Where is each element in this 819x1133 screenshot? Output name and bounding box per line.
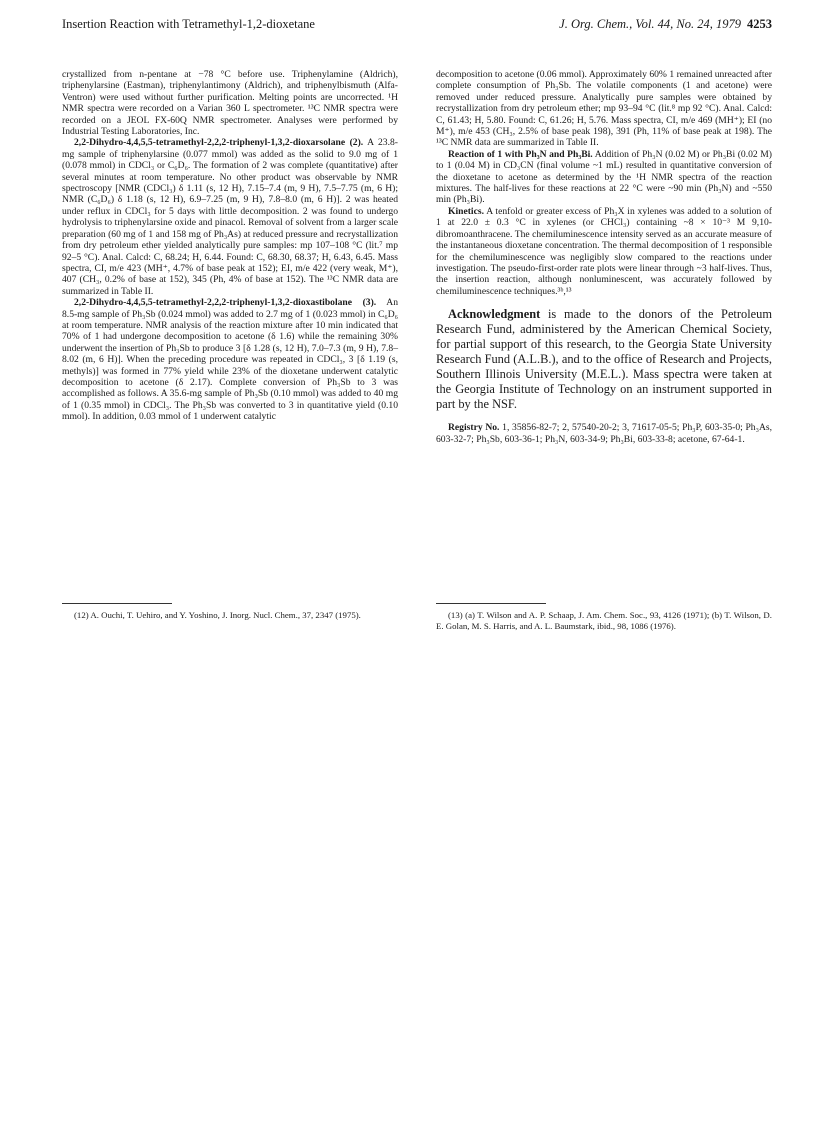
paragraph-body: A tenfold or greater excess of Ph₃X in xylenes was added to a solution of 1 at 22.0 ± 0.3 °C in xylenes (or CHCl₃) containing ~8 × 10⁻³ M 9,10-dibromoanthracene. The chemiluminescence intensity served as an accurate measure of the instantaneous dioxetane concentration. The thermal decomposition of 1 responsible for the chemiluminescence was negligibly slow compared to the reactions under investigation. The pseudo-first-order rate plots were linear through ~3 half-lives. Thus, the insertion reaction, although nonluminescent, was accurately followed by chemiluminescence techniques.³ᵇ,¹³ [436,205,772,297]
footnote-divider [436,603,546,604]
footnote-text: (13) (a) T. Wilson and A. P. Schaap, J. Am. Chem. Soc., 93, 4126 (1971); (b) T. Wilson, D. E. Golan, M. S. Harris, and A. L. Baumstark, ibid., 98, 1086 (1976). [436,610,772,631]
paragraph [62,297,398,422]
registry-heading: Registry No. [448,422,500,434]
paragraph [436,206,772,297]
two-column-body [62,69,772,445]
compound-heading: 2,2-Dihydro-4,4,5,5-tetramethyl-2,2,2-triphenyl-1,3,2-dioxastibolane (3). [74,297,377,309]
right-column [436,69,772,445]
acknowledgment [436,307,772,412]
page-number: 4253 [747,17,772,31]
paragraph-body: An 8.5-mg sample of Ph₃Sb (0.024 mmol) was added to 2.7 mg of 1 (0.023 mmol) in C₆D₆ at room temperature. NMR analysis of the reaction mixture after 10 min indicated that 70% of 1 had undergone decomposition to acetone (δ 1.6) while the remaining 30% underwent the insertion of Ph₃Sb to produce 3 [δ 1.28 (s, 12 H), 7.0–7.3 (m, 9 H), 7.8–8.02 (m, 6 H)]. When the preceding procedure was repeated in CDCl₃, 3 [δ 1.19 (s, methyls)] was formed in 77% yield while 23% of the dioxetane underwent catalytic decomposition to acetone (δ 2.17). Complete conversion of Ph₃Sb to 3 was accomplished as follows. A 35.6-mg sample of Ph₃Sb (0.10 mmol) was added to 40 mg of 1 (0.35 mmol) in CDCl₃. The Ph₃Sb was converted to 3 in quantitative yield (0.10 mmol). In addition, 0.03 mmol of 1 underwent catalytic [62,297,398,423]
paragraph [436,149,772,206]
paragraph-body: A 23.8-mg sample of triphenylarsine (0.077 mmol) was added as the solid to 9.0 mg of 1 (0.078 mmol) in CDCl₃ or C₆D₆. The formation of 2 was complete (quantitative) after several minutes at room temperature. No other product was observable by NMR spectroscopy [NMR (CDCl₃) δ 1.11 (s, 12 H), 7.15–7.4 (m, 9 H), 7.5–7.75 (m, 6 H); NMR (C₆D₆) δ 1.18 (s, 12 H), 6.9–7.25 (m, 9 H), 7.8–8.0 (m, 6 H)]. 2 was heated under reflux in CDCl₃ for 5 days with little decomposition. 2 was found to undergo hydrolysis to triphenylarsine oxide and pinacol. Removal of solvent from a larger scale preparation (60 mg of 1 and 158 mg of Ph₃As) at reduced pressure and recrystallization from dry petroleum ether yielded analytically pure samples: mp 107–108 °C (lit.⁷ mp 92–5 °C). Anal. Calcd: C, 68.24; H, 6.44. Found: C, 68.30, 68.37; H, 6.43, 6.45. Mass spectra, CI, m/e 423 (MH⁺, 4.7% of base peak at 152); EI, m/e 422 (very weak, M⁺), 407 (CH₃, 0.2% of base at 152), 345 (Ph, 4% of base at 152). The ¹³C NMR data are summarized in Table II. [62,137,398,297]
article-running-title: Insertion Reaction with Tetramethyl-1,2-dioxetane [62,17,315,31]
registry-numbers [436,422,772,445]
section-heading: Reaction of 1 with Ph₃N and Ph₃Bi. [448,148,593,160]
paragraph [62,137,398,297]
footnote-text: (12) A. Ouchi, T. Uehiro, and Y. Yoshino, J. Inorg. Nucl. Chem., 37, 2347 (1975). [74,610,361,620]
footnote-left [62,595,398,631]
running-header [62,17,772,39]
paragraph: decomposition to acetone (0.06 mmol). Approximately 60% 1 remained unreacted after complete consumption of Ph₃Sb. The volatile components (1 and acetone) were removed under reduced pressure. Analytically pure samples were obtained by recrystallization from dry petroleum ether; mp 93–94 °C (lit.⁸ mp 92 °C). Anal. Calcd: C, 61.43; H, 5.80. Found: C, 61.26; H, 5.76. Mass spectra, CI, m/e 469 (MH⁺); EI (no M⁺), m/e 453 (CH₃, 2.5% of base peak 198), 391 (Ph, 11% of base peak at 198). The ¹³C NMR data are summarized in Table II. [436,69,772,149]
footnote-divider [62,603,172,604]
journal-page [62,17,772,445]
journal-name: J. Org. Chem., Vol. 44, No. 24, 1979 [559,17,741,31]
acknowledgment-body: is made to the donors of the Petroleum Research Fund, administered by the American Chemical Society, for partial support of this research, to the Georgia State University Research Fund (A.L.B.), and to the office of Research and Projects, Southern Illinois University (M.E.L.). Mass spectra were taken at the Georgia Institute of Technology on an instrument supported in part by the NSF. [436,307,772,412]
acknowledgment-heading: Acknowledgment [448,307,541,322]
paragraph-body: Addition of Ph₃N (0.02 M) or Ph₃Bi (0.02 M) to 1 (0.04 M) in CD₃CN (final volume ~1 mL) resulted in quantitative conversion of the dioxetane to acetone as determined by the ¹H NMR spectra of the reaction mixtures. The half-lives for these reactions at 22 °C were ~90 min (Ph₃N) and ~550 min (Ph₃Bi). [436,148,773,206]
footnote-right [436,595,772,631]
registry-body: 1, 35856-82-7; 2, 57540-20-2; 3, 71617-05-5; Ph₃P, 603-35-0; Ph₃As, 603-32-7; Ph₃Sb, 603-36-1; Ph₃N, 603-34-9; Ph₃Bi, 603-33-8; acetone, 67-64-1. [436,422,772,445]
left-column [62,69,398,445]
paragraph: crystallized from n-pentane at −78 °C before use. Triphenylamine (Aldrich), triphenylarsine (Eastman), triphenylantimony (Aldrich), and triphenylbismuth (Alfa-Ventron) were used without further purification. Melting points are uncorrected. ¹H NMR spectra were recorded on a Varian 360 L spectrometer. ¹³C NMR spectra were recorded on a JEOL FX-60Q NMR spectrometer. Analyses were performed by Industrial Testing Laboratories, Inc. [62,69,398,138]
compound-heading: 2,2-Dihydro-4,4,5,5-tetramethyl-2,2,2-triphenyl-1,3,2-dioxarsolane (2). [74,137,364,149]
footnotes [62,595,772,631]
journal-citation [559,17,772,32]
section-heading: Kinetics. [448,205,484,217]
